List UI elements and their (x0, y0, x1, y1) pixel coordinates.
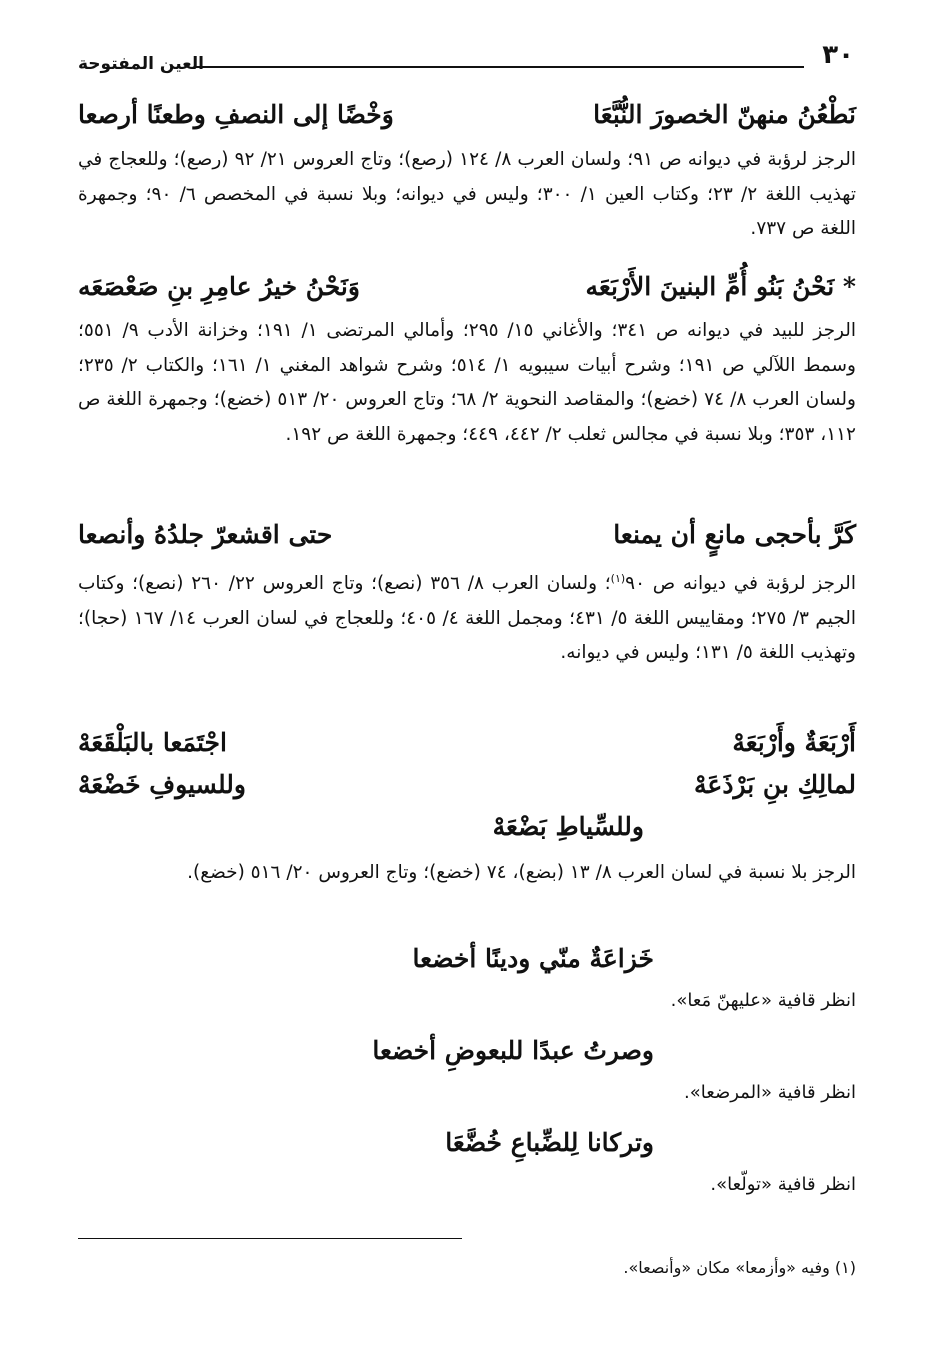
header-rule (196, 66, 804, 68)
verse-1-first-hemistich: نَطْعُنُ منهنّ الخصورَ النُّبَّعَا (593, 100, 856, 129)
footnote: (١) وفيه «وأزمعا» مكان «وأنصعا». (623, 1258, 856, 1277)
running-title: العين المفتوحة (78, 54, 204, 74)
verse-4-row-2-left: وللسيوفِ خَضْعَهْ (78, 770, 246, 799)
citation-3-text-b: ؛ ولسان العرب ٨/ ٣٥٦ (نصع)؛ وتاج العروس ٢٢/ ٢٦٠ (نصع)؛ وكتاب الجيم ٣/ ٢٧٥؛ ومقاييس اللغة ٥/ ٤٣١؛ ومجمل اللغة ٤/ ٤٠٥؛ وللعجاج في لسان العرب ١٤/ ١٦٧ (حجا)؛ وتهذيب اللغة ٥/ ١٣١؛ وليس في ديوانه. (78, 573, 856, 664)
verse-1-second-hemistich: وَخْضًا إلى النصفِ وطعنًا أرصعا (78, 100, 394, 129)
page-number: ٣٠ (822, 40, 854, 70)
citation-3-text-a: الرجز لرؤبة في ديوانه ص ٩٠ (625, 573, 856, 595)
footnote-rule (78, 1238, 462, 1239)
verse-7: وتركانا لِلضِّباعِ خُضَّعَا (445, 1128, 654, 1157)
verse-5: خَزاعَةٌ منّي ودينًا أخضعا (412, 944, 654, 973)
note-7: انظر قافية «تولّعا». (710, 1174, 856, 1195)
verse-4-row-1-left: اجْتَمَعا بالبَلْقَعَهْ (78, 728, 227, 757)
verse-3-first-hemistich: كَرَّ بأحجى مانعٍ أن يمنعا (613, 520, 856, 549)
verse-4-row-2-right: لمالِكِ بنِ بَرْذَعَهْ (694, 770, 856, 799)
verse-3-second-hemistich: حتى اقشعرّ جلدُهُ وأنصعا (78, 520, 333, 549)
citation-2: الرجز للبيد في ديوانه ص ٣٤١؛ والأغاني ١٥/ ٢٩٥؛ وأمالي المرتضى ١/ ١٩١؛ وخزانة الأدب ٩/ ٥٥١؛ وسمط اللآلي ص ١٩١؛ وشرح أبيات سيبويه ١/ ٥١٤؛ وشرح شواهد المغني ١/ ١٦١؛ والكتاب ٢/ ٢٣٥؛ ولسان العرب ٨/ ٧٤ (خضع)؛ والمقاصد النحوية ٢/ ٦٨؛ وتاج العروس ٢٠/ ٥١٣ (خضع)؛ وجمهرة اللغة ص ١١٢، ٣٥٣؛ وبلا نسبة في مجالس ثعلب ٢/ ٤٤٢، ٤٤٩؛ وجمهرة اللغة ص ١٩٢. (78, 320, 857, 445)
citation-4: الرجز بلا نسبة في لسان العرب ٨/ ١٣ (بضع)، ٧٤ (خضع)؛ وتاج العروس ٢٠/ ٥١٦ (خضع). (187, 862, 856, 883)
note-6: انظر قافية «المرضعا». (684, 1082, 856, 1103)
verse-2-first-hemistich: * نَحْنُ بَنُو أُمِّ البنينَ الأَرْبَعَه (585, 272, 856, 301)
verse-6: وصرتُ عبدًا للبعوضِ أخضعا (372, 1036, 654, 1065)
verse-4-row-1-right: أَرْبَعَةٌ وأَرْبَعَهْ (732, 728, 856, 757)
citation-3 (78, 562, 856, 671)
verse-2-second-hemistich: وَنَحْنُ خيرُ عامِرِ بنِ صَعْصَعَه (78, 272, 360, 301)
note-5: انظر قافية «عليهنّ مَعا». (670, 990, 856, 1011)
verse-4-row-3: وللسِّياطِ بَضْعَهْ (492, 812, 644, 841)
footnote-ref: (١) (610, 572, 626, 585)
citation-1: الرجز لرؤبة في ديوانه ص ٩١؛ ولسان العرب ٨/ ١٢٤ (رصع)؛ وتاج العروس ٢١/ ٩٢ (رصع)؛ وللعجاج في تهذيب اللغة ٢/ ٢٣؛ وكتاب العين ١/ ٣٠٠؛ وليس في ديوانه؛ وبلا نسبة في المخصص ٦/ ٩٠؛ وجمهرة اللغة ص ٧٣٧. (78, 149, 856, 239)
